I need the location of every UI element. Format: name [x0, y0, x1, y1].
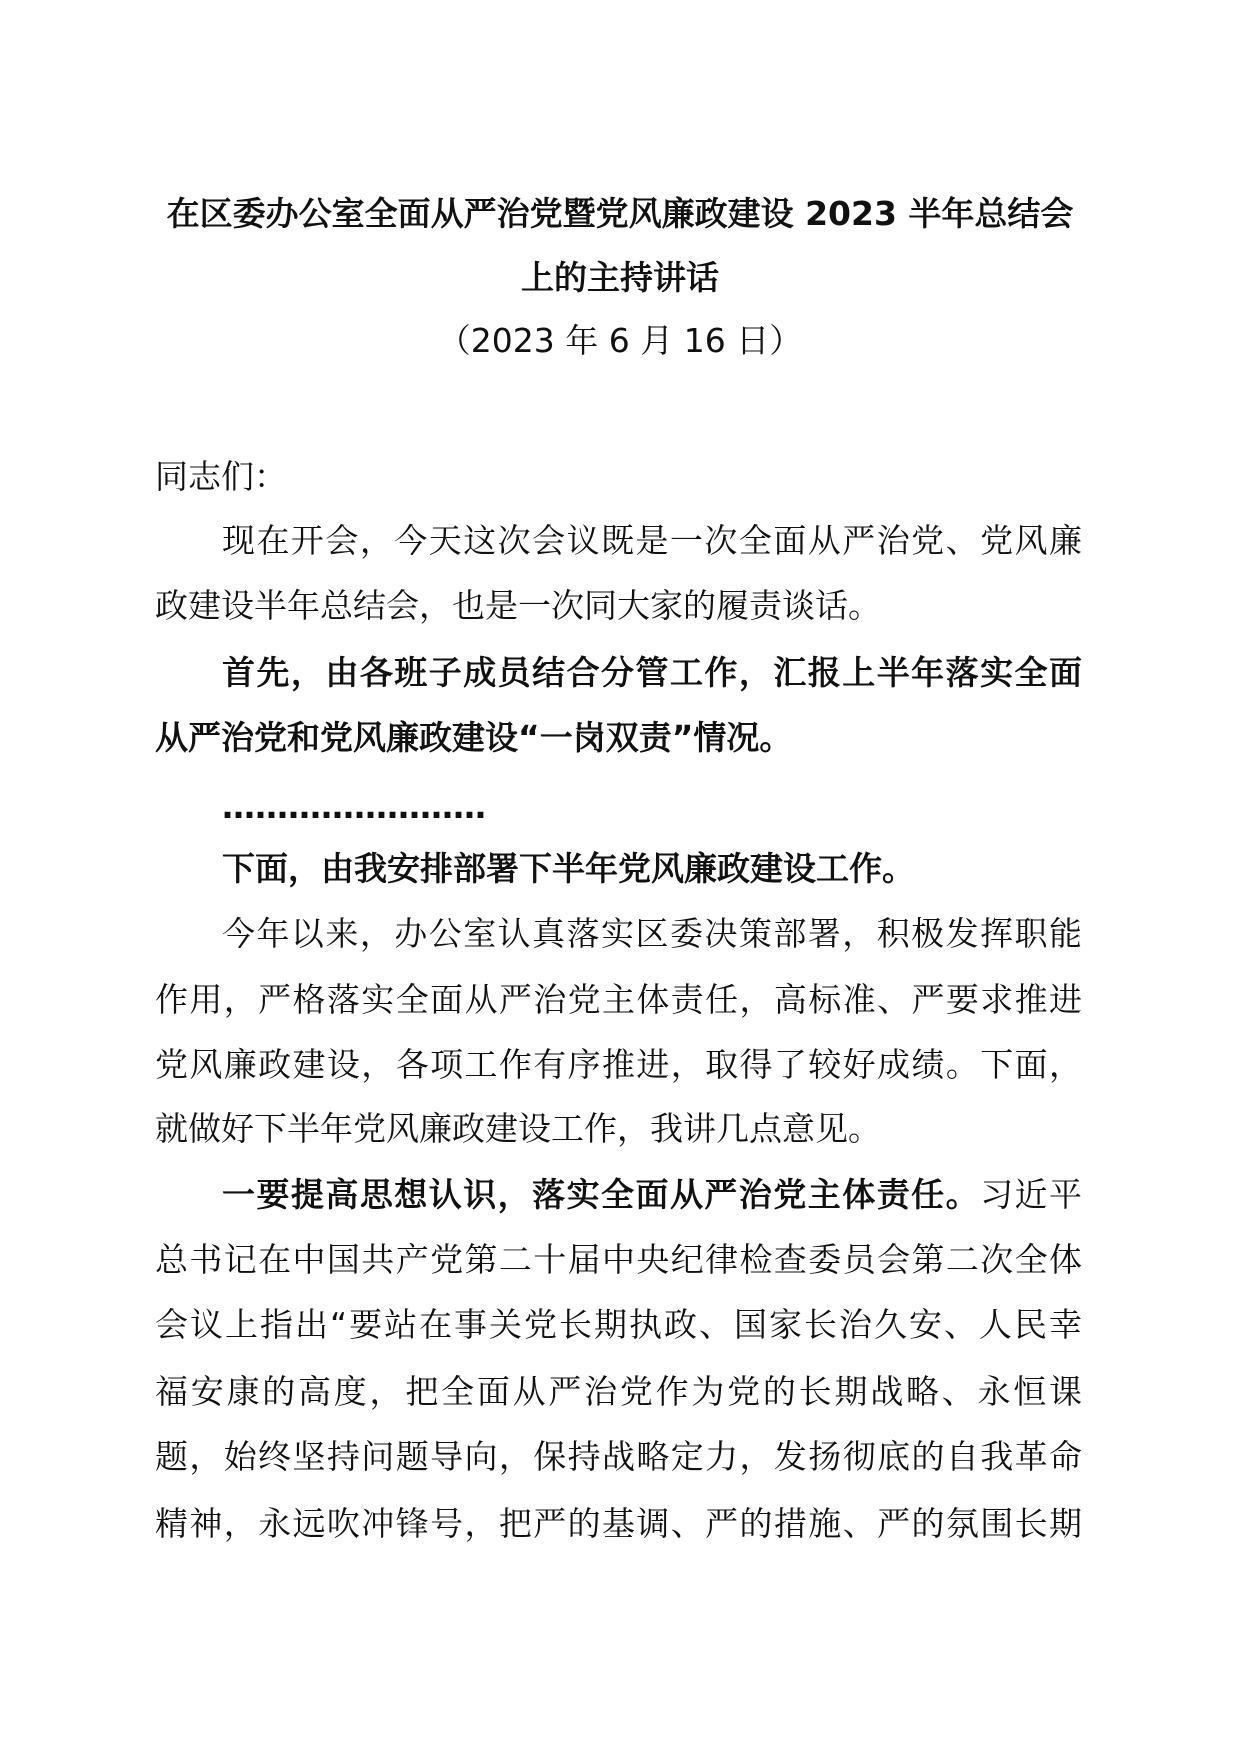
paragraph-line: 精神，永远吹冲锋号，把严的基调、严的措施、严的氛围长期: [155, 1504, 1082, 1543]
paragraph-heading: 下面，由我安排部署下半年党风廉政建设工作。: [222, 849, 915, 888]
paragraph-line-bold: 从严治党和党风廉政建设“一岗双责”情况。: [155, 718, 793, 757]
point-heading: 一要提高思想认识，落实全面从严治党主体责任。: [222, 1175, 981, 1214]
salutation: 同志们：: [155, 457, 287, 496]
paragraph-line: 总书记在中国共产党第二十届中央纪律检查委员会第二次全体: [155, 1240, 1082, 1279]
paragraph-line: 题，始终坚持问题导向，保持战略定力，发扬彻底的自我革命: [155, 1437, 1082, 1476]
paragraph-line: 会议上指出“要站在事关党长期执政、国家长治久安、人民幸: [155, 1305, 1082, 1344]
paragraph-line: 现在开会，今天这次会议既是一次全面从严治党、党风廉: [222, 521, 1082, 560]
paragraph-line: 党风廉政建设，各项工作有序推进，取得了较好成绩。下面，: [155, 1045, 1082, 1084]
paragraph-line: 福安康的高度，把全面从严治党作为党的长期战略、永恒课: [155, 1372, 1082, 1411]
date-line: （2023 年 6 月 16 日）: [437, 321, 803, 360]
paragraph-line: 就做好下半年党风廉政建设工作，我讲几点意见。: [155, 1109, 881, 1148]
paragraph-text: 习近平: [980, 1175, 1083, 1214]
ellipsis-line: ……………………: [222, 787, 486, 826]
paragraph-line: 作用，严格落实全面从严治党主体责任，高标准、严要求推进: [155, 980, 1082, 1019]
title-line-2: 上的主持讲话: [521, 258, 719, 297]
paragraph-line-mixed: [222, 1173, 1082, 1217]
paragraph-line: 今年以来，办公室认真落实区委决策部署，积极发挥职能: [222, 914, 1082, 953]
title-line-1: 在区委办公室全面从严治党暨党风廉政建设 2023 半年总结会: [166, 194, 1074, 233]
paragraph-line: 政建设半年总结会，也是一次同大家的履责谈话。: [155, 586, 881, 625]
paragraph-line-bold: 首先，由各班子成员结合分管工作，汇报上半年落实全面: [222, 653, 1082, 692]
